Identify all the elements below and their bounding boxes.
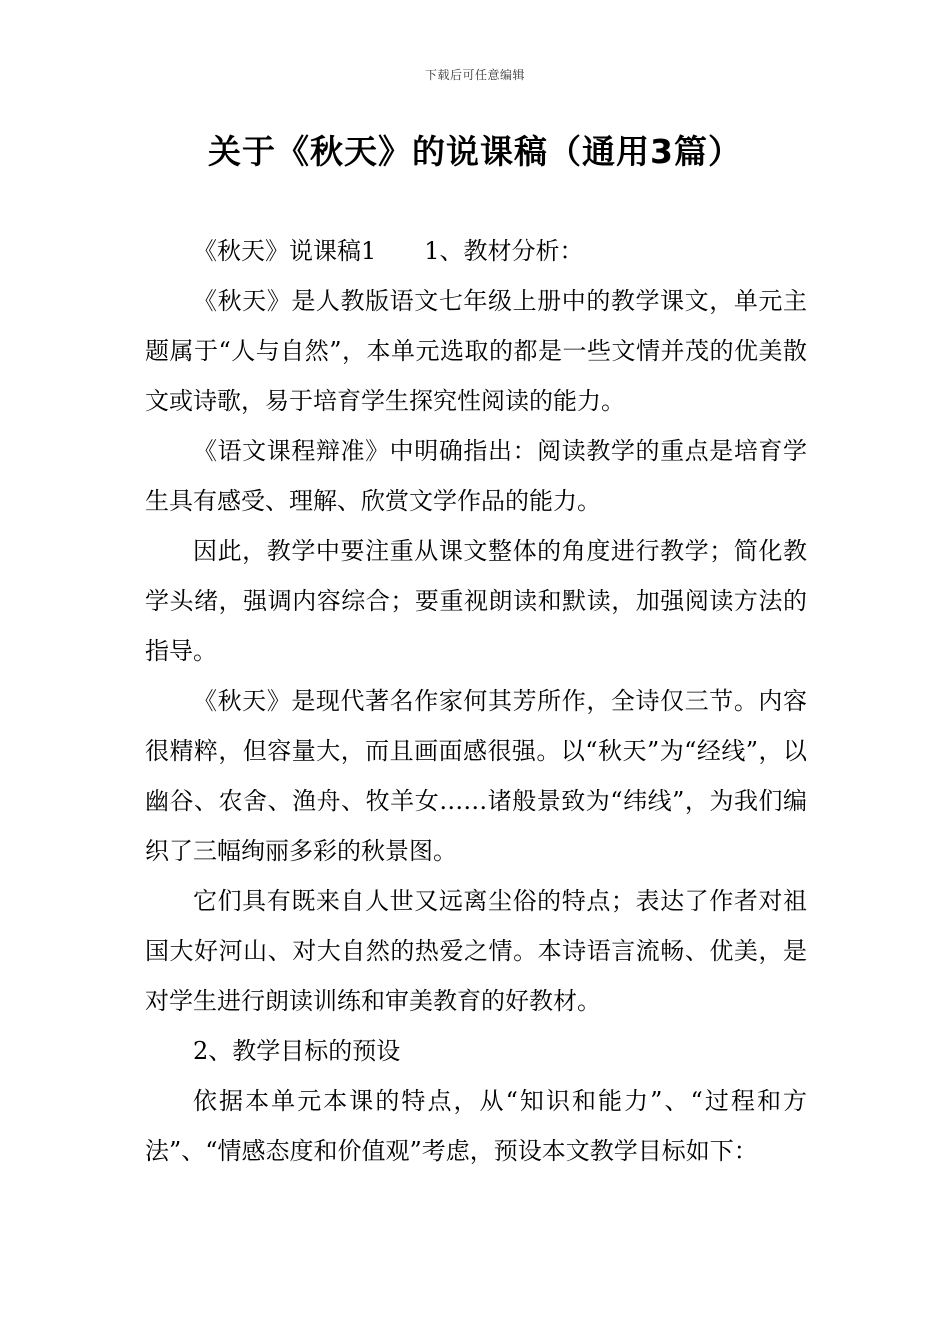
subsection-heading-1: 1、教材分析： bbox=[424, 237, 584, 265]
subsection-heading-2: 2、教学目标的预设 bbox=[193, 1037, 401, 1065]
document-body bbox=[145, 226, 807, 1176]
paragraph: 《秋天》是现代著名作家何其芳所作，全诗仅三节。内容很精粹，但容量大，而且画面感很强。以“秋天”为“经线”，以幽谷、农舍、渔舟、牧羊女……诸般景致为“纬线”，为我们编织了三幅绚丽多彩的秋景图。 bbox=[145, 687, 807, 865]
paragraph: 它们具有既来自人世又远离尘俗的特点；表达了作者对祖国大好河山、对大自然的热爱之情。本诗语言流畅、优美，是对学生进行朗读训练和审美教育的好教材。 bbox=[145, 887, 807, 1015]
section-heading-1: 《秋天》说课稿1 bbox=[193, 237, 377, 265]
document-title: 关于《秋天》的说课稿（通用3篇） bbox=[208, 132, 742, 171]
paragraph: 《秋天》是人教版语文七年级上册中的教学课文，单元主题属于“人与自然”，本单元选取的都是一些文情并茂的优美散文或诗歌，易于培育学生探究性阅读的能力。 bbox=[145, 287, 807, 415]
paragraph: 因此，教学中要注重从课文整体的角度进行教学；简化教学头绪，强调内容综合；要重视朗读和默读，加强阅读方法的指导。 bbox=[145, 537, 807, 665]
paragraph-intro bbox=[145, 226, 807, 276]
header-note: 下载后可任意编辑 bbox=[424, 68, 525, 82]
paragraph: 依据本单元本课的特点，从“知识和能力”、“过程和方法”、“情感态度和价值观”考虑，预设本文教学目标如下： bbox=[145, 1087, 807, 1165]
paragraph: 《语文课程辩准》中明确指出：阅读教学的重点是培育学生具有感受、理解、欣赏文学作品的能力。 bbox=[145, 437, 807, 515]
